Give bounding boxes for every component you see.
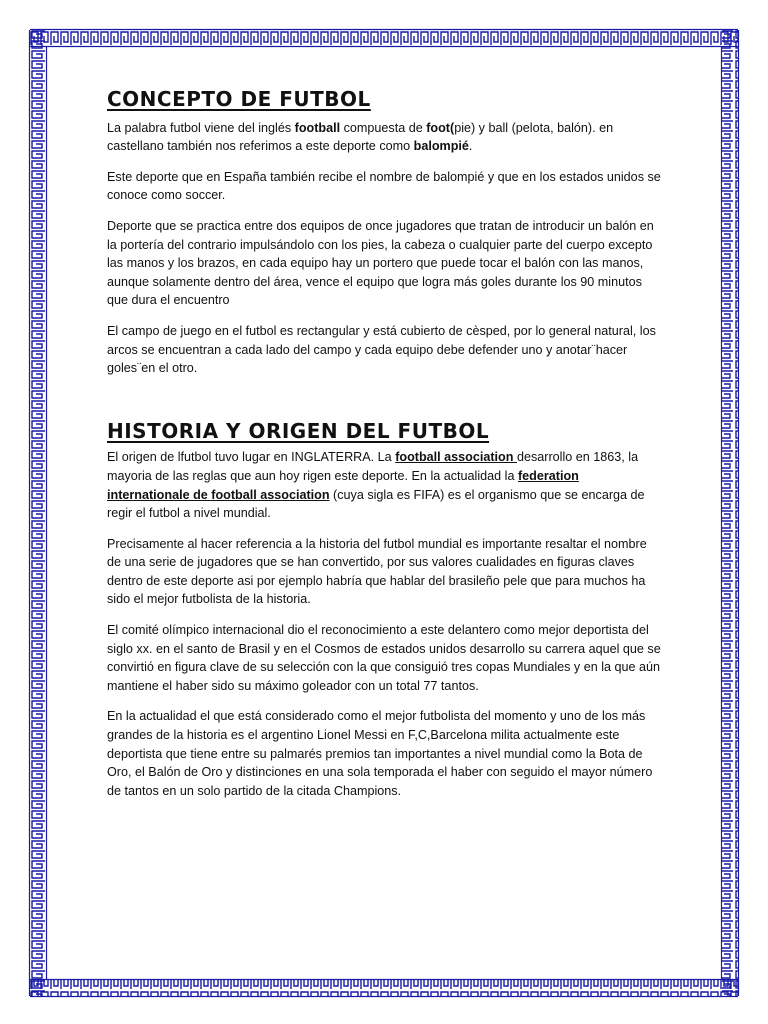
paragraph: La palabra futbol viene del inglés football compuesta de foot(pie) y ball (pelota, balón). en castellano también nos referimos a este deporte como balompié.	[107, 120, 614, 154]
paragraph: El comité olímpico internacional dio el reconocimiento a este delantero como mejor deportista del siglo xx. en el santo de Brasil y en el Cosmos de estados unidos desarrollo su carrera aquel que se convirtió en figura clave de su selección con la que consiguió tres copas Mundiales y en la que aún mantiene el haber sido su máximo goleador con un total 77 tantos.	[107, 623, 661, 693]
section-title-historia: HISTORIA Y ORIGEN DEL FUTBOL	[107, 418, 490, 443]
paragraph: El origen de lfutbol tuvo lugar en INGLATERRA. La football association desarrollo en 1863, la mayoria de las reglas que aun hoy rigen este deporte. En la actualidad la federation internationale de football association (cuya sigla es FIFA) es el organismo que se encarga de regir el futbol a nivel mundial.	[107, 450, 645, 521]
paragraph: El campo de juego en el futbol es rectangular y está cubierto de cèsped, por lo general natural, los arcos se encuentran a cada lado del campo y cada equipo debe defender uno y anotar¨hacer goles¨en el otro.	[107, 323, 656, 376]
paragraph: En la actualidad el que está considerado como el mejor futbolista del momento y uno de los más grandes de la historia es el argentino Lionel Messi en F,C,Barcelona milita actualmente este deportista que tiene entre su palmarés premios tan importantes a nivel mundial como la Bota de Oro, el Balón de Oro y distinciones en una sola temporada el haber con seguido el mayor número de tantos en un solo partido de la citada Champions.	[107, 709, 653, 798]
link-football-association[interactable]: football association	[395, 450, 517, 465]
document-body	[107, 87, 663, 812]
link-fifa[interactable]: federation internationale de football association	[107, 468, 579, 502]
paragraph: Este deporte que en España también recibe el nombre de balompié y que en los estados unidos se conoce como soccer.	[107, 169, 661, 203]
paragraph: Precisamente al hacer referencia a la historia del futbol mundial es importante resaltar el nombre de una serie de jugadores que se han convertido, por sus valores cualidades en figuras claves dentro de este deporte asi por ejemplo habría que hablar del brasileño pele que para muchos ha sido el mejor futbolista de la historia.	[107, 536, 647, 607]
section-title-concepto: CONCEPTO DE FUTBOL	[107, 87, 371, 111]
paragraph: Deporte que se practica entre dos equipos de once jugadores que tratan de introducir un balón en la portería del contrario impulsándolo con los pies, la cabeza o cualquier parte del cuerpo excepto las manos y los brazos, en cada equipo hay un portero que puede tocar el balón con las manos, aunque solamente dentro del área, vence el equipo que logra más goles durante los 90 minutos que dura el encuentro	[107, 218, 654, 308]
